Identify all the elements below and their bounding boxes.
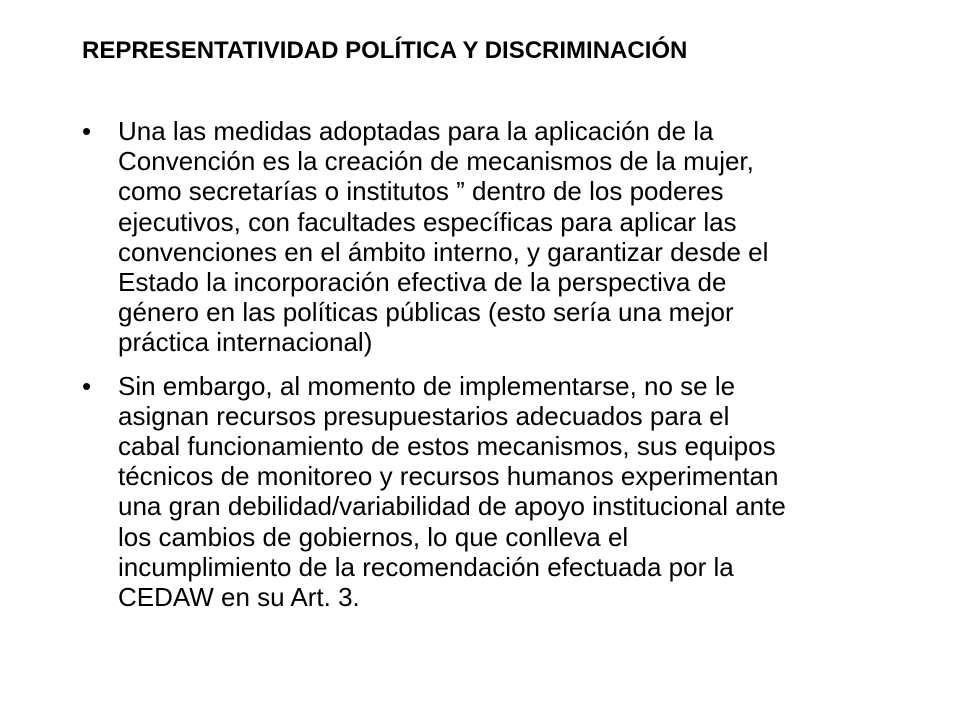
bullet-line: como secretarías o institutos ” dentro de los poderes	[118, 176, 724, 207]
bullet-line: Estado la incorporación efectiva de la perspectiva de	[118, 267, 727, 298]
bullet-dot-icon: •	[82, 116, 92, 146]
bullet-dot-icon: •	[82, 370, 92, 401]
slide-title: REPRESENTATIVIDAD POLÍTICA Y DISCRIMINACIÓN	[82, 37, 688, 64]
bullet-line: ejecutivos, con facultades específicas para aplicar las	[118, 206, 737, 237]
bullet-line: Una las medidas adoptadas para la aplicación de la	[118, 116, 714, 146]
bullet-line: técnicos de monitoreo y recursos humanos experimentan	[118, 461, 779, 492]
bullet-item-sin-embargo	[78, 371, 948, 613]
bullet-line: Convención es la creación de mecanismos de la mujer,	[118, 146, 754, 177]
bullet-line: asignan recursos presupuestarios adecuados para el	[118, 400, 730, 431]
bullet-line: práctica internacional)	[118, 327, 373, 358]
bullet-line: cabal funcionamiento de estos mecanismos, sus equipos	[118, 431, 776, 462]
bullet-line: CEDAW en su Art. 3.	[118, 582, 360, 613]
bullet-line: convenciones en el ámbito interno, y garantizar desde el	[118, 236, 769, 267]
bullet-item-mecanismos	[78, 116, 948, 358]
bullet-list	[78, 116, 948, 625]
bullet-line: género en las políticas públicas (esto sería una mejor	[118, 297, 734, 328]
bullet-line: una gran debilidad/variabilidad de apoyo institucional ante	[118, 491, 786, 522]
bullet-line: incumplimiento de la recomendación efectuada por la	[118, 551, 734, 582]
bullet-line: los cambios de gobiernos, lo que conlleva el	[118, 521, 629, 552]
bullet-line: Sin embargo, al momento de implementarse, no se le	[118, 370, 736, 401]
